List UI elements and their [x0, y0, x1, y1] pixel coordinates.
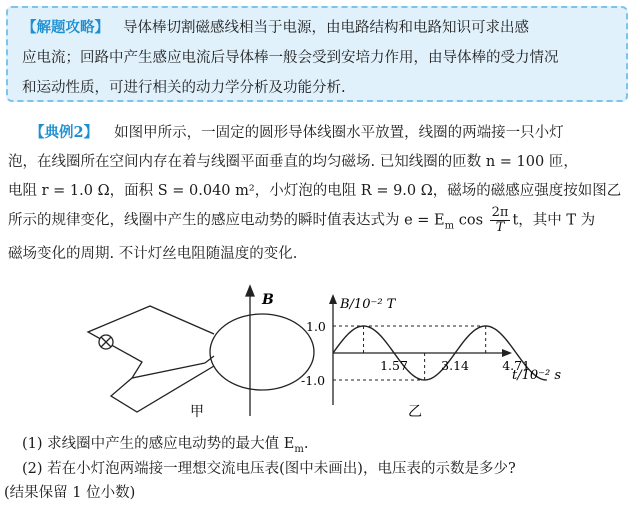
- question-1-sub: m: [294, 443, 304, 455]
- question-2: (2) 若在小灯泡两端接一理想交流电压表(图中未画出)，电压表的示数是多少?: [22, 461, 516, 477]
- fraction-numerator: 2π: [491, 205, 509, 220]
- chart-xlabel: t/10⁻² s: [512, 368, 562, 383]
- subscript-m: m: [444, 220, 455, 232]
- question-1-end: .: [303, 436, 309, 452]
- example-heading: 【典例2】: [30, 124, 99, 141]
- example-line-5: 磁场变化的周期. 不计灯丝电阻随温度的变化.: [8, 246, 298, 263]
- figures: [0, 266, 640, 436]
- figure-yi-chart: [301, 294, 547, 405]
- example-text-1: 如图甲所示，一固定的圆形导体线圈水平放置，线圈的两端接一只小灯: [114, 125, 564, 141]
- tip-line-3: 和运动性质，可进行相关的动力学分析及功能分析.: [22, 80, 346, 96]
- coil-opening-upper: [205, 356, 214, 363]
- example-line-4: [8, 206, 632, 240]
- chart-y-tick-label: 1.0: [306, 319, 326, 334]
- example-problem: [8, 118, 632, 269]
- caption-jia: 甲: [190, 404, 204, 420]
- chart-x-arrow: [502, 349, 512, 357]
- figure-jia-circuit: [88, 286, 314, 416]
- fraction-2pi-over-T: [490, 206, 511, 235]
- tip-line-2: 应电流；回路中产生感应电流后导体棒一般会受到安培力作用，由导体棒的受力情况: [22, 50, 559, 66]
- tip-line-1: [22, 13, 614, 43]
- cos-label: cos: [458, 212, 484, 229]
- figure-svg: [0, 266, 640, 436]
- example-line-3: 电阻 r = 1.0 Ω，面积 S = 0.040 m²，小灯泡的电阻 R = 9.0 Ω，磁场的磁感应强度按如图乙: [8, 183, 622, 199]
- strategy-tip-box: [6, 6, 628, 102]
- chart-caption: 乙: [408, 404, 422, 420]
- chart-x-tick-label: 4.71: [502, 358, 531, 373]
- example-line-1: [8, 118, 632, 148]
- example-text-4b: t，其中 T 为: [512, 212, 596, 229]
- chart-x-tick-label: 1.57: [380, 358, 408, 373]
- coil-ellipse: [210, 314, 314, 390]
- fraction-denominator: T: [495, 220, 505, 235]
- chart-ylabel: B/10⁻² T: [340, 297, 396, 312]
- question-3: (结果保留 1 位小数): [4, 485, 136, 501]
- question-1: [22, 433, 308, 461]
- tip-heading: 【解题攻略】: [22, 19, 109, 36]
- tip-text-1: 导体棒切割磁感线相当于电源，由电路结构和电路知识可求出感: [123, 20, 529, 36]
- chart-y-tick-label: -1.0: [301, 373, 326, 388]
- chart-y-arrow: [329, 294, 337, 304]
- example-text-4a: 所示的规律变化，线圈中产生的感应电动势的瞬时值表达式为 e = E: [8, 212, 445, 229]
- question-1-text: (1) 求线圈中产生的感应电动势的最大值 E: [22, 436, 295, 452]
- chart-x-tick-label: 3.14: [441, 358, 469, 373]
- b-label: B: [262, 292, 274, 308]
- example-line-2: 泡，在线圈所在空间内存在着与线圈平面垂直的均匀磁场. 已知线圈的匝数 n = 100 匝，: [8, 154, 578, 170]
- b-field-arrow: [246, 286, 254, 296]
